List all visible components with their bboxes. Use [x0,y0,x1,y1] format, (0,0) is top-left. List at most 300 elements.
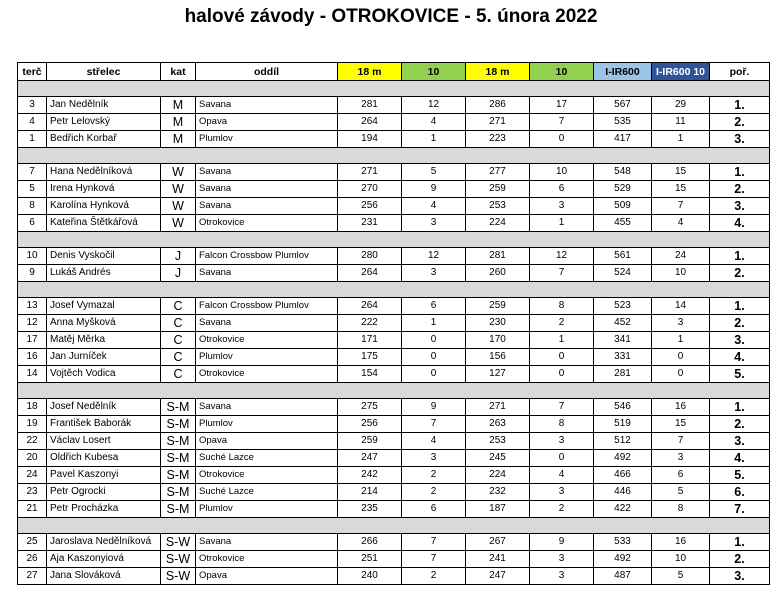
target-number-cell: 4 [18,114,47,131]
club-cell: Savana [196,198,338,215]
round1-tens-cell: 6 [402,298,466,315]
category-cell: C [161,349,196,366]
target-number-cell: 20 [18,450,47,467]
category-cell: C [161,298,196,315]
separator-cell [18,81,770,97]
club-cell: Plumlov [196,349,338,366]
round1-score-cell: 264 [338,298,402,315]
total-tens-cell: 16 [652,534,710,551]
round1-score-cell: 264 [338,265,402,282]
round2-tens-cell: 12 [530,248,594,265]
rank-cell: 3. [710,131,770,148]
category-cell: S-M [161,501,196,518]
total-score-cell: 341 [594,332,652,349]
table-row [18,399,770,416]
total-score-cell: 561 [594,248,652,265]
round1-tens-cell: 9 [402,181,466,198]
total-tens-cell: 6 [652,467,710,484]
round2-score-cell: 241 [466,551,530,568]
results-body [18,81,770,585]
rank-cell: 1. [710,164,770,181]
target-number-cell: 21 [18,501,47,518]
target-number-cell: 22 [18,433,47,450]
table-row [18,298,770,315]
archer-name-cell: Hana Nedělníková [47,164,161,181]
separator-cell [18,148,770,164]
archer-name-cell: Petr Procházka [47,501,161,518]
category-cell: S-W [161,568,196,585]
target-number-cell: 18 [18,399,47,416]
round2-score-cell: 127 [466,366,530,383]
target-number-cell: 6 [18,215,47,232]
separator-cell [18,232,770,248]
table-row [18,568,770,585]
separator-cell [18,383,770,399]
club-cell: Otrokovice [196,215,338,232]
target-number-cell: 17 [18,332,47,349]
target-number-cell: 16 [18,349,47,366]
rank-cell: 2. [710,114,770,131]
round1-tens-cell: 2 [402,467,466,484]
total-score-cell: 455 [594,215,652,232]
header-club: oddíl [196,63,338,81]
club-cell: Plumlov [196,501,338,518]
round1-tens-cell: 0 [402,332,466,349]
club-cell: Suché Lazce [196,450,338,467]
category-cell: S-W [161,551,196,568]
round2-tens-cell: 9 [530,534,594,551]
club-cell: Savana [196,399,338,416]
round2-score-cell: 170 [466,332,530,349]
rank-cell: 3. [710,198,770,215]
round2-score-cell: 259 [466,181,530,198]
round1-tens-cell: 6 [402,501,466,518]
round1-score-cell: 256 [338,416,402,433]
round1-tens-cell: 0 [402,366,466,383]
total-tens-cell: 3 [652,450,710,467]
table-row [18,450,770,467]
round2-score-cell: 223 [466,131,530,148]
total-score-cell: 417 [594,131,652,148]
archer-name-cell: Josef Nedělník [47,399,161,416]
round2-tens-cell: 6 [530,181,594,198]
category-cell: W [161,164,196,181]
total-score-cell: 509 [594,198,652,215]
round1-score-cell: 175 [338,349,402,366]
round2-tens-cell: 3 [530,433,594,450]
target-number-cell: 19 [18,416,47,433]
round1-score-cell: 256 [338,198,402,215]
club-cell: Savana [196,164,338,181]
category-cell: C [161,366,196,383]
target-number-cell: 14 [18,366,47,383]
category-cell: S-M [161,399,196,416]
header-category: kat [161,63,196,81]
round1-score-cell: 281 [338,97,402,114]
round1-score-cell: 251 [338,551,402,568]
rank-cell: 7. [710,501,770,518]
club-cell: Otrokovice [196,551,338,568]
table-row [18,265,770,282]
round1-score-cell: 264 [338,114,402,131]
rank-cell: 1. [710,298,770,315]
total-score-cell: 492 [594,450,652,467]
target-number-cell: 10 [18,248,47,265]
club-cell: Falcon Crossbow Plumlov [196,298,338,315]
total-score-cell: 487 [594,568,652,585]
rank-cell: 2. [710,265,770,282]
rank-cell: 2. [710,315,770,332]
club-cell: Opava [196,114,338,131]
round2-score-cell: 286 [466,97,530,114]
category-cell: J [161,248,196,265]
round2-score-cell: 230 [466,315,530,332]
round2-tens-cell: 0 [530,349,594,366]
round2-score-cell: 156 [466,349,530,366]
category-cell: C [161,332,196,349]
archer-name-cell: Irena Hynková [47,181,161,198]
table-row [18,97,770,114]
total-score-cell: 281 [594,366,652,383]
total-tens-cell: 3 [652,315,710,332]
total-tens-cell: 11 [652,114,710,131]
round2-score-cell: 260 [466,265,530,282]
round1-score-cell: 222 [338,315,402,332]
rank-cell: 3. [710,332,770,349]
target-number-cell: 24 [18,467,47,484]
round2-tens-cell: 10 [530,164,594,181]
rank-cell: 5. [710,467,770,484]
category-cell: W [161,198,196,215]
total-tens-cell: 7 [652,433,710,450]
category-cell: S-M [161,433,196,450]
category-cell: S-M [161,416,196,433]
club-cell: Suché Lazce [196,484,338,501]
round1-tens-cell: 3 [402,265,466,282]
round1-score-cell: 214 [338,484,402,501]
header-round1-score: 18 m [338,63,402,81]
archer-name-cell: Pavel Kaszonyi [47,467,161,484]
round2-tens-cell: 3 [530,568,594,585]
target-number-cell: 12 [18,315,47,332]
total-score-cell: 533 [594,534,652,551]
archer-name-cell: Jan Nedělník [47,97,161,114]
round1-tens-cell: 7 [402,534,466,551]
table-row [18,181,770,198]
total-score-cell: 524 [594,265,652,282]
archer-name-cell: Bedřich Korbař [47,131,161,148]
table-row [18,164,770,181]
total-score-cell: 519 [594,416,652,433]
club-cell: Otrokovice [196,366,338,383]
round2-tens-cell: 0 [530,131,594,148]
rank-cell: 6. [710,484,770,501]
rank-cell: 1. [710,534,770,551]
target-number-cell: 7 [18,164,47,181]
archer-name-cell: Oldřich Kubesa [47,450,161,467]
total-tens-cell: 15 [652,164,710,181]
separator-cell [18,282,770,298]
round2-score-cell: 224 [466,215,530,232]
total-tens-cell: 7 [652,198,710,215]
club-cell: Otrokovice [196,332,338,349]
archer-name-cell: Josef Vymazal [47,298,161,315]
table-row [18,501,770,518]
category-cell: S-M [161,484,196,501]
category-cell: S-M [161,450,196,467]
total-tens-cell: 8 [652,501,710,518]
archer-name-cell: Matěj Měrka [47,332,161,349]
round1-score-cell: 242 [338,467,402,484]
total-score-cell: 422 [594,501,652,518]
table-row [18,332,770,349]
round2-score-cell: 245 [466,450,530,467]
header-round1-tens: 10 [402,63,466,81]
round2-score-cell: 187 [466,501,530,518]
club-cell: Otrokovice [196,467,338,484]
table-row [18,551,770,568]
round1-tens-cell: 3 [402,450,466,467]
rank-cell: 1. [710,97,770,114]
category-cell: M [161,131,196,148]
total-tens-cell: 16 [652,399,710,416]
total-tens-cell: 0 [652,349,710,366]
total-tens-cell: 10 [652,551,710,568]
total-score-cell: 512 [594,433,652,450]
round2-tens-cell: 7 [530,265,594,282]
archer-name-cell: Petr Lelovský [47,114,161,131]
round2-tens-cell: 3 [530,198,594,215]
table-row [18,484,770,501]
header-archer: střelec [47,63,161,81]
total-score-cell: 567 [594,97,652,114]
separator-row [18,383,770,399]
archer-name-cell: Denis Vyskočil [47,248,161,265]
separator-row [18,518,770,534]
total-score-cell: 535 [594,114,652,131]
rank-cell: 2. [710,181,770,198]
round2-score-cell: 224 [466,467,530,484]
round1-tens-cell: 3 [402,215,466,232]
round1-score-cell: 275 [338,399,402,416]
separator-row [18,81,770,97]
round1-tens-cell: 1 [402,131,466,148]
category-cell: M [161,114,196,131]
round2-score-cell: 277 [466,164,530,181]
total-tens-cell: 5 [652,484,710,501]
round2-tens-cell: 8 [530,298,594,315]
header-rank: poř. [710,63,770,81]
round2-score-cell: 253 [466,198,530,215]
round2-tens-cell: 4 [530,467,594,484]
total-tens-cell: 1 [652,131,710,148]
total-tens-cell: 29 [652,97,710,114]
table-row [18,433,770,450]
round1-score-cell: 266 [338,534,402,551]
archer-name-cell: Anna Myšková [47,315,161,332]
table-row [18,114,770,131]
target-number-cell: 13 [18,298,47,315]
round1-tens-cell: 0 [402,349,466,366]
archer-name-cell: Aja Kaszonyiová [47,551,161,568]
total-tens-cell: 1 [652,332,710,349]
table-row [18,534,770,551]
total-tens-cell: 14 [652,298,710,315]
club-cell: Opava [196,568,338,585]
total-tens-cell: 5 [652,568,710,585]
total-score-cell: 466 [594,467,652,484]
round2-score-cell: 253 [466,433,530,450]
table-row [18,315,770,332]
archer-name-cell: Vojtěch Vodica [47,366,161,383]
round2-tens-cell: 17 [530,97,594,114]
club-cell: Savana [196,97,338,114]
rank-cell: 2. [710,416,770,433]
round2-score-cell: 267 [466,534,530,551]
round2-score-cell: 259 [466,298,530,315]
rank-cell: 4. [710,450,770,467]
round1-tens-cell: 4 [402,198,466,215]
archer-name-cell: Lukáš Andrés [47,265,161,282]
archer-name-cell: Jaroslava Nedělníková [47,534,161,551]
target-number-cell: 26 [18,551,47,568]
separator-cell [18,518,770,534]
round1-tens-cell: 12 [402,97,466,114]
total-tens-cell: 4 [652,215,710,232]
round1-score-cell: 271 [338,164,402,181]
total-score-cell: 529 [594,181,652,198]
rank-cell: 4. [710,215,770,232]
round1-score-cell: 240 [338,568,402,585]
category-cell: S-M [161,467,196,484]
archer-name-cell: Petr Ogrocki [47,484,161,501]
target-number-cell: 5 [18,181,47,198]
category-cell: W [161,181,196,198]
round2-tens-cell: 3 [530,484,594,501]
archer-name-cell: Václav Losert [47,433,161,450]
header-round2-tens: 10 [530,63,594,81]
round2-tens-cell: 2 [530,501,594,518]
round2-tens-cell: 0 [530,450,594,467]
rank-cell: 1. [710,248,770,265]
target-number-cell: 27 [18,568,47,585]
archer-name-cell: Jana Slováková [47,568,161,585]
target-number-cell: 1 [18,131,47,148]
round1-score-cell: 235 [338,501,402,518]
club-cell: Savana [196,534,338,551]
total-score-cell: 492 [594,551,652,568]
separator-row [18,148,770,164]
total-score-cell: 331 [594,349,652,366]
round1-score-cell: 171 [338,332,402,349]
round1-tens-cell: 1 [402,315,466,332]
table-header-row [18,63,770,81]
archer-name-cell: Jan Jurníček [47,349,161,366]
category-cell: J [161,265,196,282]
round1-score-cell: 231 [338,215,402,232]
club-cell: Falcon Crossbow Plumlov [196,248,338,265]
target-number-cell: 9 [18,265,47,282]
total-tens-cell: 24 [652,248,710,265]
target-number-cell: 3 [18,97,47,114]
round2-tens-cell: 8 [530,416,594,433]
round1-tens-cell: 5 [402,164,466,181]
round1-tens-cell: 9 [402,399,466,416]
rank-cell: 2. [710,551,770,568]
table-row [18,366,770,383]
table-row [18,215,770,232]
total-tens-cell: 15 [652,416,710,433]
round2-score-cell: 247 [466,568,530,585]
total-score-cell: 523 [594,298,652,315]
total-score-cell: 452 [594,315,652,332]
round2-score-cell: 232 [466,484,530,501]
round1-tens-cell: 4 [402,433,466,450]
round2-tens-cell: 1 [530,332,594,349]
archer-name-cell: Kateřina Štětkářová [47,215,161,232]
separator-row [18,232,770,248]
round1-score-cell: 194 [338,131,402,148]
category-cell: S-W [161,534,196,551]
rank-cell: 4. [710,349,770,366]
club-cell: Savana [196,181,338,198]
category-cell: C [161,315,196,332]
round1-tens-cell: 7 [402,551,466,568]
round2-score-cell: 263 [466,416,530,433]
round1-tens-cell: 4 [402,114,466,131]
round2-tens-cell: 7 [530,399,594,416]
round2-score-cell: 271 [466,114,530,131]
separator-row [18,282,770,298]
club-cell: Savana [196,315,338,332]
total-score-cell: 446 [594,484,652,501]
club-cell: Savana [196,265,338,282]
round2-tens-cell: 2 [530,315,594,332]
round1-tens-cell: 2 [402,568,466,585]
rank-cell: 5. [710,366,770,383]
round1-score-cell: 280 [338,248,402,265]
round2-score-cell: 271 [466,399,530,416]
table-row [18,248,770,265]
table-row [18,349,770,366]
round1-tens-cell: 2 [402,484,466,501]
round1-score-cell: 247 [338,450,402,467]
club-cell: Plumlov [196,131,338,148]
club-cell: Plumlov [196,416,338,433]
table-row [18,416,770,433]
target-number-cell: 25 [18,534,47,551]
target-number-cell: 8 [18,198,47,215]
club-cell: Opava [196,433,338,450]
rank-cell: 1. [710,399,770,416]
round2-score-cell: 281 [466,248,530,265]
target-number-cell: 23 [18,484,47,501]
round2-tens-cell: 3 [530,551,594,568]
header-round2-score: 18 m [466,63,530,81]
total-tens-cell: 15 [652,181,710,198]
archer-name-cell: Karolína Hynková [47,198,161,215]
rank-cell: 3. [710,568,770,585]
category-cell: W [161,215,196,232]
round2-tens-cell: 1 [530,215,594,232]
round2-tens-cell: 7 [530,114,594,131]
header-total-tens: I-IR600 10 [652,63,710,81]
table-row [18,467,770,484]
archer-name-cell: František Baborák [47,416,161,433]
category-cell: M [161,97,196,114]
results-table [17,62,770,585]
header-target: terč [18,63,47,81]
